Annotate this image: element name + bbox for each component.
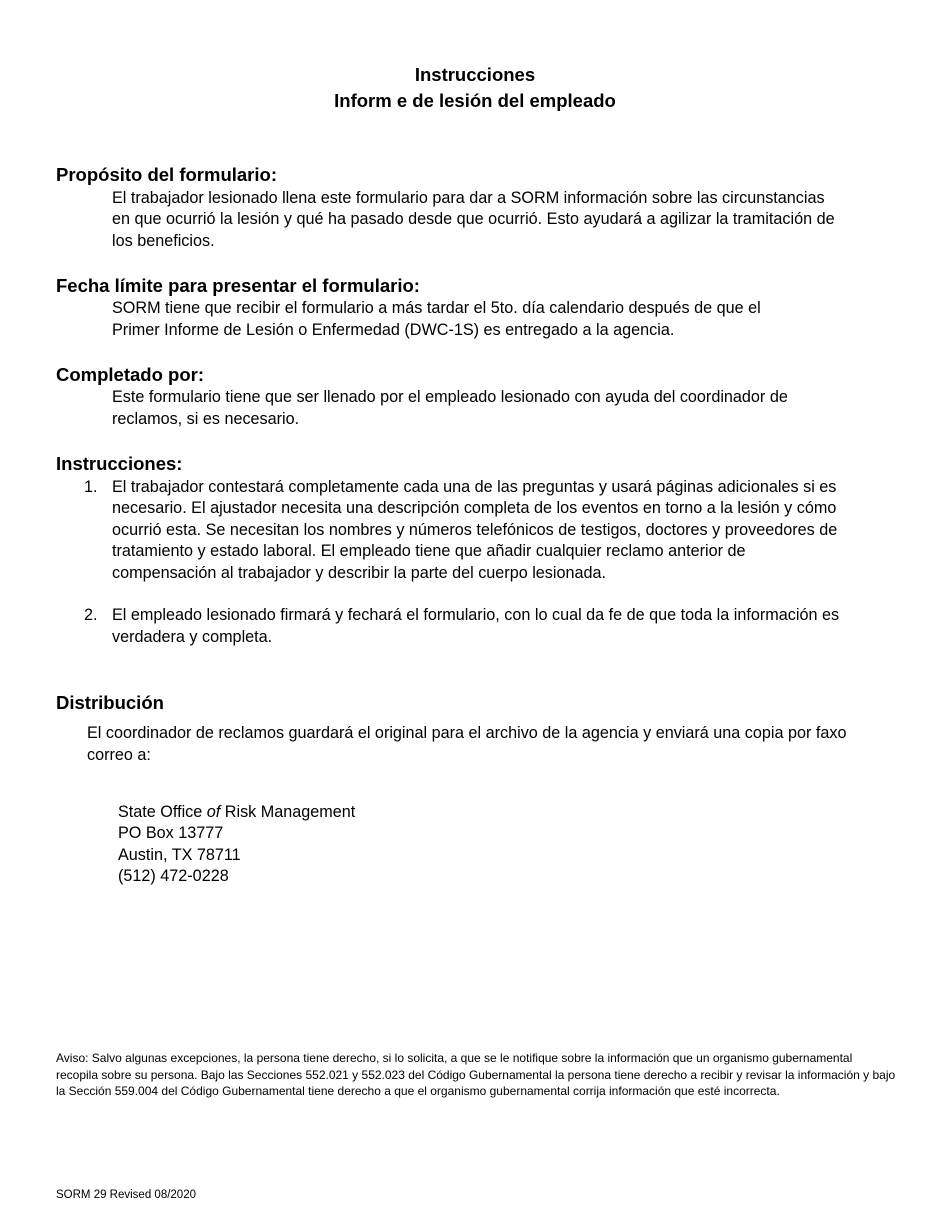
deadline-line: Primer Informe de Lesión o Enfermedad (DWC-1S) es entregado a la agencia. bbox=[112, 321, 675, 339]
page-subtitle: Inform e de lesión del empleado bbox=[334, 90, 616, 111]
list-item-line: necesario. El ajustador necesita una descripción completa de los eventos en torno a la lesión y cómo bbox=[112, 499, 837, 517]
deadline-line: SORM tiene que recibir el formulario a más tardar el 5to. día calendario después de que el bbox=[112, 299, 761, 317]
purpose-line: los beneficios. bbox=[112, 232, 215, 250]
form-revision-footer: SORM 29 Revised 08/2020 bbox=[56, 1189, 196, 1201]
page-title: Instrucciones bbox=[414, 64, 536, 85]
distribution-line: correo a: bbox=[87, 746, 151, 764]
list-item-line: verdadera y completa. bbox=[112, 628, 273, 646]
completed-by-line: Este formulario tiene que ser llenado por el empleado lesionado con ayuda del coordinador de bbox=[112, 388, 788, 406]
instructions-heading: Instrucciones: bbox=[56, 453, 183, 474]
privacy-notice: Aviso: Salvo algunas excepciones, la persona tiene derecho, si lo solicita, a que se le notifique sobre la información que un organismo gubernamental recopila sobre su persona. Bajo las Secciones 552.021 y 552.023 del Código Gubernamental la persona tiene derecho a recibir y revisar la información y bajo la Sección 559.004 del Código Gubernamental tiene derecho a que el organismo gubernamental corrija información que esté incorrecta. bbox=[56, 1051, 896, 1098]
distribution-line: El coordinador de reclamos guardará el original para el archivo de la agencia y enviará una copia por faxo bbox=[87, 724, 847, 742]
list-item-number: 1. bbox=[84, 478, 98, 496]
list-item-line: tratamiento y estado laboral. El empleado tiene que añadir cualquier reclamo anterior de bbox=[112, 542, 746, 560]
completed-by-heading: Completado por: bbox=[56, 364, 204, 385]
address-organization: State Office of Risk Management bbox=[118, 803, 356, 821]
distribution-heading: Distribución bbox=[56, 692, 164, 713]
list-item-line: El empleado lesionado firmará y fechará el formulario, con lo cual da fe de que toda la información es bbox=[112, 606, 840, 624]
list-item-line: ocurrió esta. Se necesitan los nombres y números telefónicos de testigos, doctores y proveedores de bbox=[112, 521, 838, 539]
list-item-line: El trabajador contestará completamente cada una de las preguntas y usará páginas adicionales si es bbox=[112, 478, 837, 496]
list-item-number: 2. bbox=[84, 606, 98, 624]
purpose-heading: Propósito del formulario: bbox=[56, 164, 277, 185]
address-po-box: PO Box 13777 bbox=[118, 824, 224, 842]
address-city: Austin, TX 78711 bbox=[118, 846, 241, 864]
completed-by-line: reclamos, si es necesario. bbox=[112, 410, 300, 428]
purpose-line: El trabajador lesionado llena este formulario para dar a SORM información sobre las circunstancias bbox=[112, 189, 825, 207]
address-phone: (512) 472-0228 bbox=[118, 867, 229, 885]
list-item-line: compensación al trabajador y describir la parte del cuerpo lesionada. bbox=[112, 564, 607, 582]
deadline-heading: Fecha límite para presentar el formulario: bbox=[56, 275, 420, 296]
purpose-line: en que ocurrió la lesión y qué ha pasado desde que ocurrió. Esto ayudará a agilizar la tramitación de bbox=[112, 210, 835, 228]
